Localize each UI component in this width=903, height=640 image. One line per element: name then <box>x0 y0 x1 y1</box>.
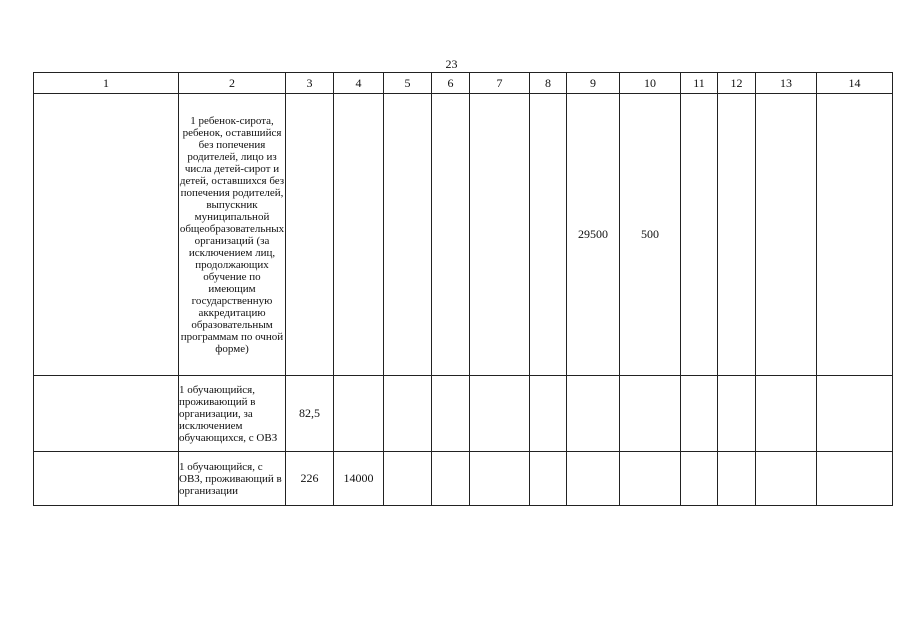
table-cell <box>718 376 756 452</box>
table-cell <box>620 452 681 506</box>
table-cell: 82,5 <box>286 376 334 452</box>
table-cell <box>567 376 620 452</box>
table-cell <box>34 452 179 506</box>
table-cell <box>384 94 432 376</box>
table-cell <box>34 376 179 452</box>
table-cell <box>567 452 620 506</box>
table-cell <box>470 94 530 376</box>
table-cell <box>384 452 432 506</box>
page-number: 23 <box>445 57 458 71</box>
table-cell <box>756 376 817 452</box>
table-cell <box>756 94 817 376</box>
table-cell <box>756 452 817 506</box>
table-header-row <box>34 73 893 94</box>
table-cell <box>681 376 718 452</box>
column-header: 4 <box>334 73 384 94</box>
table-cell <box>384 376 432 452</box>
category-description: 1 обучающийся, с ОВЗ, проживающий в организации <box>179 452 286 506</box>
table-cell <box>817 94 893 376</box>
column-header: 8 <box>530 73 567 94</box>
table-cell <box>470 376 530 452</box>
category-description: 1 ребенок-сирота, ребенок, оставшийся без попечения родителей, лицо из числа детей-сирот и детей, оставшихся без попечения родителей, выпускник муниципальной общеобразовательных организаций (за исключением лиц, продолжающих обучение по имеющим государственную аккредитацию образовательным программам по очной форме) <box>179 94 286 376</box>
column-header: 3 <box>286 73 334 94</box>
column-header: 11 <box>681 73 718 94</box>
table-cell <box>681 452 718 506</box>
table-cell <box>817 452 893 506</box>
table-row <box>34 376 893 452</box>
table-cell: 14000 <box>334 452 384 506</box>
table-row <box>34 94 893 376</box>
table-cell: 226 <box>286 452 334 506</box>
table-cell: 29500 <box>567 94 620 376</box>
column-header: 14 <box>817 73 893 94</box>
table-cell <box>620 376 681 452</box>
table-cell <box>334 94 384 376</box>
table-cell <box>530 376 567 452</box>
table-cell <box>470 452 530 506</box>
table-cell <box>286 94 334 376</box>
table-cell <box>334 376 384 452</box>
column-header: 7 <box>470 73 530 94</box>
column-header: 13 <box>756 73 817 94</box>
table-cell <box>432 376 470 452</box>
table-row <box>34 452 893 506</box>
table-cell <box>718 94 756 376</box>
table-cell <box>718 452 756 506</box>
column-header: 2 <box>179 73 286 94</box>
table-cell <box>817 376 893 452</box>
table-cell <box>530 452 567 506</box>
table-cell <box>432 94 470 376</box>
table-cell <box>34 94 179 376</box>
column-header: 12 <box>718 73 756 94</box>
column-header: 6 <box>432 73 470 94</box>
data-table <box>33 72 893 506</box>
table-cell <box>530 94 567 376</box>
category-description: 1 обучающийся, проживающий в организации, за исключением обучающихся, с ОВЗ <box>179 376 286 452</box>
column-header: 9 <box>567 73 620 94</box>
column-header: 10 <box>620 73 681 94</box>
column-header: 1 <box>34 73 179 94</box>
table-cell <box>432 452 470 506</box>
table-cell <box>681 94 718 376</box>
table-cell: 500 <box>620 94 681 376</box>
column-header: 5 <box>384 73 432 94</box>
